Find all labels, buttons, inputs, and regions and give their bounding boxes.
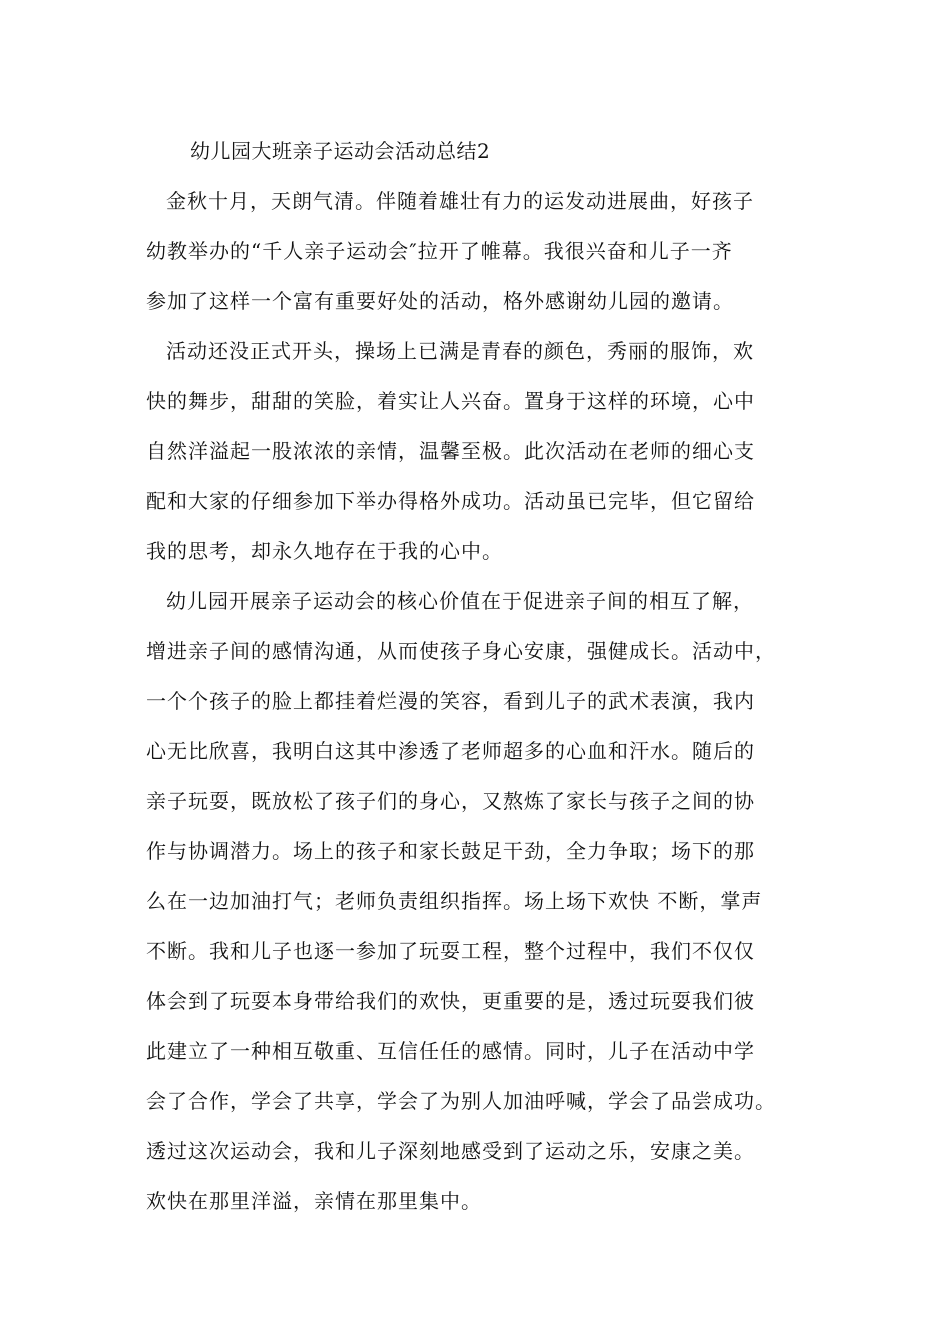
paragraph-3-line-12: 透过这次运动会，我和儿子深刻地感受到了运动之乐，安康之美。 bbox=[146, 1139, 755, 1163]
paragraph-3-line-1: 幼儿园开展亲子运动会的核心价值在于促进亲子间的相互了解， bbox=[166, 589, 754, 613]
paragraph-3-line-10: 此建立了一种相互敬重、互信任任的感情。同时，儿子在活动中学 bbox=[146, 1039, 755, 1063]
paragraph-3-line-3: 一个个孩子的脸上都挂着烂漫的笑容，看到儿子的武术表演，我内 bbox=[146, 689, 755, 713]
paragraph-2-line-3: 自然洋溢起一股浓浓的亲情，温馨至极。此次活动在老师的细心支 bbox=[146, 439, 755, 463]
paragraph-3-line-13: 欢快在那里洋溢，亲情在那里集中。 bbox=[146, 1189, 482, 1213]
paragraph-3-line-8: 不断。我和儿子也逐一参加了玩耍工程，整个过程中，我们不仅仅 bbox=[146, 939, 755, 963]
paragraph-3-line-4: 心无比欣喜，我明白这其中渗透了老师超多的心血和汗水。随后的 bbox=[146, 739, 755, 763]
paragraph-2-line-1: 活动还没正式开头，操场上已满是青春的颜色，秀丽的服饰，欢 bbox=[166, 339, 754, 363]
paragraph-3-line-9: 体会到了玩耍本身带给我们的欢快，更重要的是，透过玩耍我们彼 bbox=[146, 989, 755, 1013]
paragraph-3-line-5: 亲子玩耍，既放松了孩子们的身心，又熬炼了家长与孩子之间的协 bbox=[146, 789, 755, 813]
paragraph-3-line-2: 增进亲子间的感情沟通，从而使孩子身心安康，强健成长。活动中， bbox=[146, 639, 776, 663]
paragraph-2-line-4: 配和大家的仔细参加下举办得格外成功。活动虽已完毕，但它留给 bbox=[146, 489, 755, 513]
paragraph-3-line-11: 会了合作，学会了共享，学会了为别人加油呼喊，学会了品尝成功。 bbox=[146, 1089, 776, 1113]
paragraph-2-line-5: 我的思考，却永久地存在于我的心中。 bbox=[146, 539, 503, 563]
paragraph-1-line-1: 金秋十月，天朗气清。伴随着雄壮有力的运发动进展曲，好孩子 bbox=[166, 189, 754, 213]
paragraph-2-line-2: 快的舞步，甜甜的笑脸，着实让人兴奋。置身于这样的环境，心中 bbox=[146, 389, 755, 413]
paragraph-1-line-3: 参加了这样一个富有重要好处的活动，格外感谢幼儿园的邀请。 bbox=[146, 289, 734, 313]
paragraph-3-line-7: 么在一边加油打气；老师负责组织指挥。场上场下欢快 不断，掌声 bbox=[146, 889, 763, 913]
paragraph-3-line-6: 作与协调潜力。场上的孩子和家长鼓足干劲，全力争取；场下的那 bbox=[146, 839, 755, 863]
document-title: 幼儿园大班亲子运动会活动总结2 bbox=[190, 139, 491, 163]
paragraph-1-line-2: 幼教举办的“千人亲子运动会″拉开了帷幕。我很兴奋和儿子一齐 bbox=[146, 239, 733, 263]
